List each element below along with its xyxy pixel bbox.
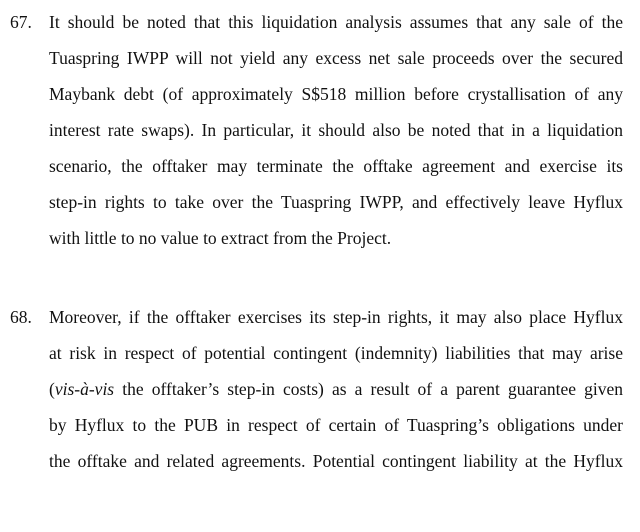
paragraph-line: Tuaspring IWPP will not yield any excess net sale proceeds over the secured bbox=[49, 48, 623, 68]
paragraph-number: 67. bbox=[10, 12, 32, 32]
paragraph-number: 68. bbox=[10, 307, 32, 327]
line-open-paren: ( bbox=[49, 379, 55, 399]
paragraph-line: with little to no value to extract from the Project. bbox=[49, 228, 392, 248]
paragraph-line: the offtake and related agreements. Potential contingent liability at the Hyflux bbox=[49, 451, 623, 471]
paragraph-line: interest rate swaps). In particular, it should also be noted that in a liquidation bbox=[49, 120, 623, 140]
paragraph-line: by Hyflux to the PUB in respect of certain of Tuaspring’s obligations under bbox=[49, 415, 623, 435]
paragraph-line: Moreover, if the offtaker exercises its step-in rights, it may also place Hyflux bbox=[49, 307, 623, 327]
paragraph-line: at risk in respect of potential contingent (indemnity) liabilities that may arise bbox=[49, 343, 623, 363]
italic-term: vis-à-vis bbox=[54, 379, 115, 399]
paragraph-line: Maybank debt (of approximately S$518 million before crystallisation of any bbox=[49, 84, 623, 104]
paragraph-line bbox=[49, 369, 623, 409]
paragraph-line: scenario, the offtaker may terminate the offtake agreement and exercise its bbox=[49, 156, 623, 176]
paragraph-line: step-in rights to take over the Tuaspring IWPP, and effectively leave Hyflux bbox=[49, 192, 623, 212]
line-rest: the offtaker’s step-in costs) as a result of a parent guarantee given bbox=[114, 379, 623, 399]
paragraph-line: It should be noted that this liquidation analysis assumes that any sale of the bbox=[49, 12, 623, 32]
